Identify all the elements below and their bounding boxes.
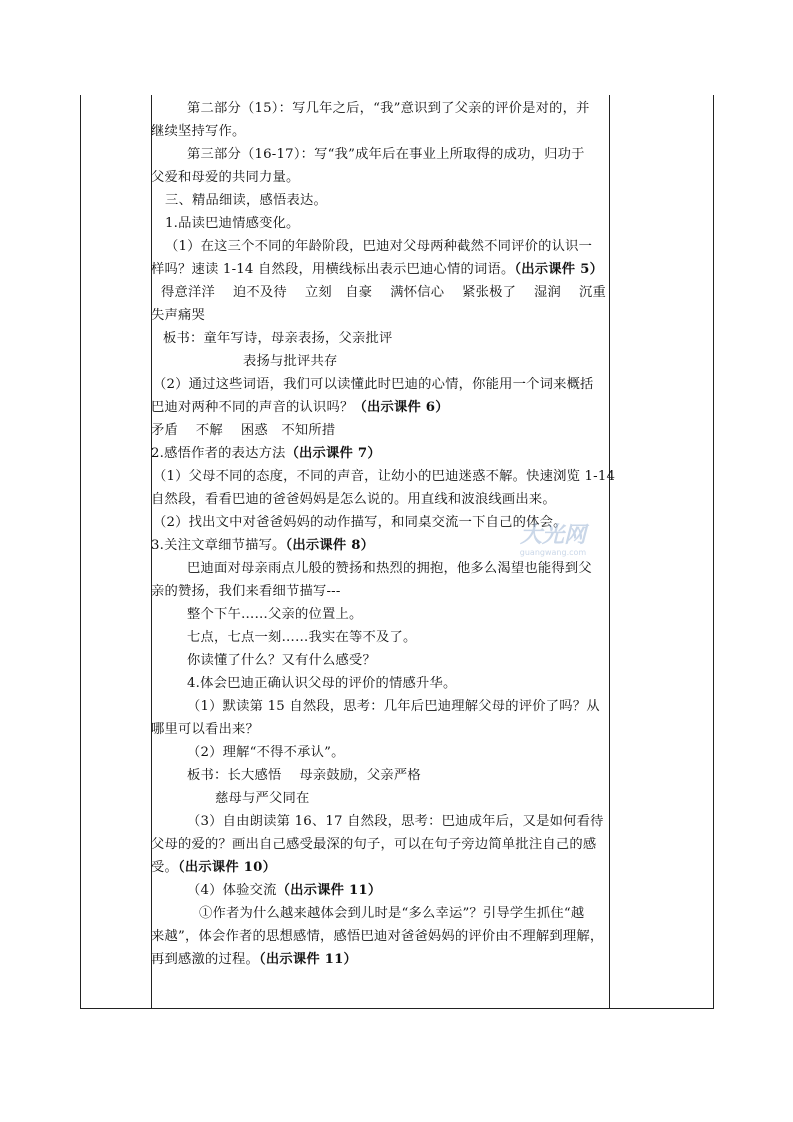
text-line	[151, 166, 611, 190]
text-line	[151, 189, 625, 213]
text-line	[151, 350, 703, 374]
text-line-body: 4.体会巴迪正确认识父母的评价的情感升华。	[187, 676, 457, 691]
watermark-subtitle: guangwang.com	[519, 548, 587, 557]
text-line	[151, 212, 625, 236]
text-line-body: 七点，七点一刻……我实在等不及了。	[187, 630, 417, 645]
text-line-body: 来越”，体会作者的思想感情，感悟巴迪对爸爸妈妈的评价由不理解到理解，	[151, 929, 604, 944]
courseware-reference: （出示课件 7）	[285, 446, 381, 461]
text-line	[151, 120, 611, 144]
text-line-body: 第二部分（15）：写几年之后，“我”意识到了父亲的评价是对的，并	[187, 101, 590, 116]
text-line-body: 1.品读巴迪情感变化。	[165, 216, 300, 231]
text-line	[151, 281, 621, 305]
text-line-body: （1）默读第 15 自然段，思考：几年后巴迪理解父母的评价了吗？从	[187, 699, 600, 714]
text-line-body: 样吗？速读 1-14 自然段，用横线标出表示巴迪心情的词语。	[151, 262, 515, 277]
table-border-left	[80, 95, 81, 1009]
text-line-body: （4）体验交流	[187, 883, 277, 898]
text-line	[151, 557, 647, 581]
text-line	[151, 741, 647, 765]
watermark-title: 大光网	[519, 523, 586, 548]
text-line	[151, 695, 647, 719]
text-line	[151, 465, 616, 489]
text-line-body: 矛盾 不解 困惑 不知所措	[151, 423, 336, 438]
text-line-body: 三、精品细读，感悟表达。	[165, 193, 327, 208]
courseware-reference: （出示课件 11）	[258, 952, 358, 967]
text-line-body: 继续坚持写作。	[151, 124, 246, 139]
text-line-body: 整个下午……父亲的位置上。	[187, 607, 363, 622]
courseware-reference: （出示课件 8）	[285, 538, 375, 553]
text-line-body: 受。	[151, 860, 178, 875]
text-line	[151, 258, 611, 282]
courseware-reference: （出示课件 6）	[353, 400, 449, 415]
text-line-body: 3.关注文章细节描写。	[151, 538, 286, 553]
text-line-body: （2）找出文中对爸爸妈妈的动作描写，和同桌交流一下自己的体会。	[153, 515, 567, 530]
text-line	[151, 810, 647, 834]
text-line	[151, 764, 647, 788]
text-line-body: ①作者为什么越来越体会到儿时是“多么幸运”？引导学生抓住“越	[199, 906, 585, 921]
text-line-body: 你读懂了什么？又有什么感受？	[187, 653, 376, 668]
text-line-body: 得意洋洋 迫不及待 立刻 自豪 满怀信心 紧张极了 湿润 沉重	[161, 285, 606, 300]
text-line	[151, 488, 611, 512]
text-line-body: 慈母与严父同在	[215, 791, 310, 806]
text-line	[151, 856, 611, 880]
text-line	[151, 442, 611, 466]
table-border-right	[713, 95, 714, 1009]
text-line	[151, 511, 613, 535]
text-line-body: 亲的赞扬，我们来看细节描写---	[151, 584, 341, 599]
text-line-body: （2）理解“不得不承认”。	[187, 745, 345, 760]
text-line-body: 第三部分（16-17）：写“我”成年后在事业上所取得的成功，归功于	[187, 147, 585, 162]
text-line	[151, 327, 623, 351]
text-line	[151, 672, 647, 696]
text-line	[151, 626, 647, 650]
text-line	[151, 396, 611, 420]
text-line-body: （1）父母不同的态度，不同的声音，让幼小的巴迪迷惑不解。快速浏览 1-14	[153, 469, 616, 484]
text-line-body: 父爱和母爱的共同力量。	[151, 170, 300, 185]
courseware-reference: （出示课件 10）	[178, 860, 277, 875]
text-line-body: 哪里可以看出来？	[151, 722, 259, 737]
text-line-body: 父母的爱的？画出自己感受最深的句子，可以在句子旁边简单批注自己的感	[151, 837, 597, 852]
text-line	[151, 948, 611, 972]
text-line	[151, 534, 611, 558]
courseware-reference: （出示课件 11）	[276, 883, 382, 898]
text-line	[151, 649, 647, 673]
text-line	[151, 373, 613, 397]
text-line-body: 失声痛哭	[151, 308, 205, 323]
text-line	[151, 97, 647, 121]
text-line-body: 巴迪对两种不同的声音的认识吗？	[151, 400, 354, 415]
text-line	[151, 235, 625, 259]
courseware-reference: （出示课件 5）	[514, 262, 604, 277]
text-line	[151, 902, 659, 926]
text-line	[151, 143, 647, 167]
text-line-body: 再到感激的过程。	[151, 952, 259, 967]
text-line-body: 表扬与批评共存	[243, 354, 338, 369]
text-line-body: 巴迪面对母亲雨点儿般的赞扬和热烈的拥抱，他多么渴望也能得到父	[187, 561, 592, 576]
text-line	[151, 603, 647, 627]
text-line	[151, 925, 611, 949]
text-line	[151, 580, 611, 604]
text-line-body: 板书：童年写诗，母亲表扬，父亲批评	[163, 331, 393, 346]
text-line-body: 自然段，看看巴迪的爸爸妈妈是怎么说的。用直线和波浪线画出来。	[151, 492, 556, 507]
text-line	[151, 879, 647, 903]
text-line-body: （1）在这三个不同的年龄阶段，巴迪对父母两种截然不同评价的认识一	[165, 239, 593, 254]
text-line	[151, 787, 675, 811]
text-line-body: 2.感悟作者的表达方法	[151, 446, 286, 461]
text-line	[151, 718, 611, 742]
table-border-bottom	[80, 1008, 713, 1009]
text-line-body: （3）自由朗读第 16、17 自然段，思考：巴迪成年后，又是如何看待	[187, 814, 604, 829]
text-line	[151, 419, 611, 443]
text-line	[151, 833, 611, 857]
text-line-body: 板书：长大感悟 母亲鼓励，父亲严格	[187, 768, 421, 783]
text-line-body: （2）通过这些词语，我们可以读懂此时巴迪的心情，你能用一个词来概括	[153, 377, 594, 392]
text-line	[151, 304, 611, 328]
